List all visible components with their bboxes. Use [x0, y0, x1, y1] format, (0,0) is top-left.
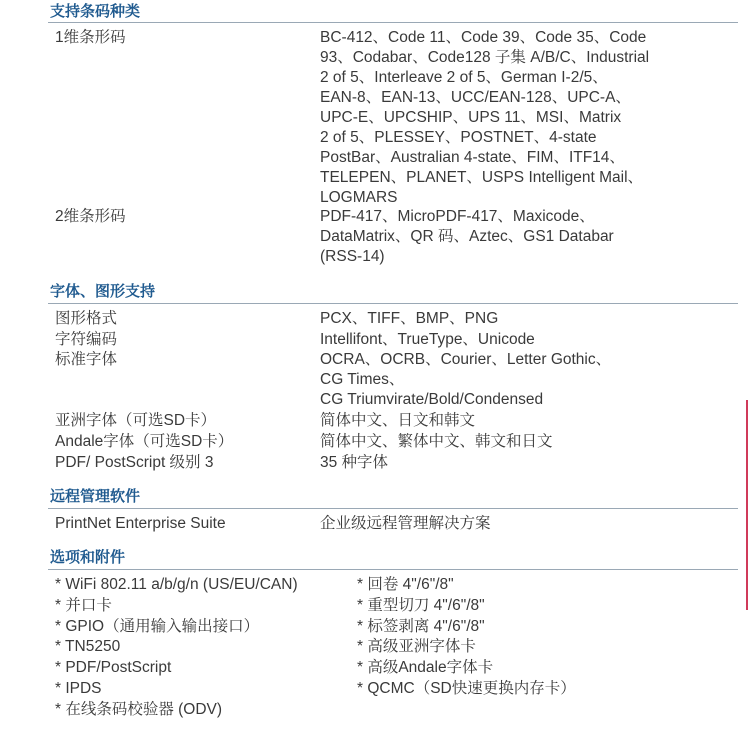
value-line: PCX、TIFF、BMP、PNG — [320, 310, 499, 327]
options-list-left — [55, 575, 298, 721]
row-label-2d-barcode: 2维条形码 — [55, 208, 126, 225]
row-value-standard-fonts — [320, 350, 660, 410]
section-title-barcodes: 支持条码种类 — [50, 3, 141, 20]
value-line: OCRA、OCRB、Courier、Letter Gothic、 — [320, 351, 612, 368]
section-divider-options — [48, 569, 738, 570]
value-line: 93、Codabar、Code128 子集 A/B/C、Industrial — [320, 49, 650, 66]
option-item: * 并口卡 — [55, 596, 112, 614]
option-item: * IPDS — [55, 679, 102, 697]
row-label-printnet: PrintNet Enterprise Suite — [55, 515, 226, 532]
value-line: 35 种字体 — [320, 454, 389, 471]
row-value-asian-fonts — [320, 411, 660, 431]
option-item: * WiFi 802.11 a/b/g/n (US/EU/CAN) — [55, 576, 298, 593]
page-edge-marker — [746, 400, 748, 610]
option-item: * 重型切刀 4"/6"/8" — [357, 596, 485, 614]
value-line: (RSS-14) — [320, 248, 385, 265]
row-value-graphic-formats — [320, 309, 660, 329]
row-label-graphic-formats: 图形格式 — [55, 310, 118, 327]
section-title-remote-management: 远程管理软件 — [50, 488, 141, 505]
row-value-char-encoding — [320, 330, 660, 350]
value-line: BC-412、Code 11、Code 39、Code 35、Code — [320, 29, 647, 46]
row-value-printnet — [320, 514, 660, 534]
option-item: * GPIO（通用输入输出接口） — [55, 617, 260, 635]
value-line: CG Times、 — [320, 371, 405, 388]
option-item: * TN5250 — [55, 638, 121, 656]
option-item: * PDF/PostScript — [55, 659, 172, 677]
value-line: LOGMARS — [320, 189, 398, 206]
option-item: * QCMC（SD快速更换内存卡） — [357, 679, 576, 697]
section-title-fonts: 字体、图形支持 — [50, 283, 156, 300]
value-line: PostBar、Australian 4-state、FIM、ITF14、 — [320, 149, 625, 166]
row-label-pdf-postscript: PDF/ PostScript 级别 3 — [55, 454, 214, 471]
value-line: 企业级远程管理解决方案 — [320, 515, 491, 532]
row-value-1d-barcode — [320, 28, 660, 208]
value-line: CG Triumvirate/Bold/Condensed — [320, 391, 544, 408]
row-label-standard-fonts: 标准字体 — [55, 351, 118, 368]
section-title-options: 选项和附件 — [50, 549, 126, 566]
option-item: * 高级亚洲字体卡 — [357, 638, 476, 656]
value-line: 简体中文、日文和韩文 — [320, 412, 476, 429]
section-divider-barcodes — [48, 22, 738, 23]
row-label-asian-fonts: 亚洲字体（可选SD卡） — [55, 412, 217, 429]
option-item: * 在线条码校验器 (ODV) — [55, 700, 223, 718]
row-label-andale-fonts: Andale字体（可选SD卡） — [55, 433, 234, 450]
option-item: * 回卷 4"/6"/8" — [357, 576, 454, 593]
options-list-right — [357, 575, 576, 700]
value-line: 2 of 5、PLESSEY、POSTNET、4-state — [320, 129, 597, 146]
value-line: 简体中文、繁体中文、韩文和日文 — [320, 433, 553, 450]
value-line: Intellifont、TrueType、Unicode — [320, 331, 535, 348]
value-line: TELEPEN、PLANET、USPS Intelligent Mail、 — [320, 169, 644, 186]
value-line: UPC-E、UPCSHIP、UPS 11、MSI、Matrix — [320, 109, 622, 126]
section-divider-fonts — [48, 303, 738, 304]
section-divider-remote-management — [48, 508, 738, 509]
option-item: * 高级Andale字体卡 — [357, 659, 494, 677]
option-item: * 标签剥离 4"/6"/8" — [357, 617, 485, 635]
row-label-1d-barcode: 1维条形码 — [55, 29, 126, 46]
value-line: PDF-417、MicroPDF-417、Maxicode、 — [320, 208, 595, 225]
row-label-char-encoding: 字符编码 — [55, 331, 118, 348]
value-line: EAN-8、EAN-13、UCC/EAN-128、UPC-A、 — [320, 89, 631, 106]
row-value-pdf-postscript — [320, 453, 660, 473]
value-line: 2 of 5、Interleave 2 of 5、German I-2/5、 — [320, 69, 608, 86]
row-value-andale-fonts — [320, 432, 660, 452]
value-line: DataMatrix、QR 码、Aztec、GS1 Databar — [320, 228, 614, 245]
row-value-2d-barcode — [320, 207, 660, 267]
